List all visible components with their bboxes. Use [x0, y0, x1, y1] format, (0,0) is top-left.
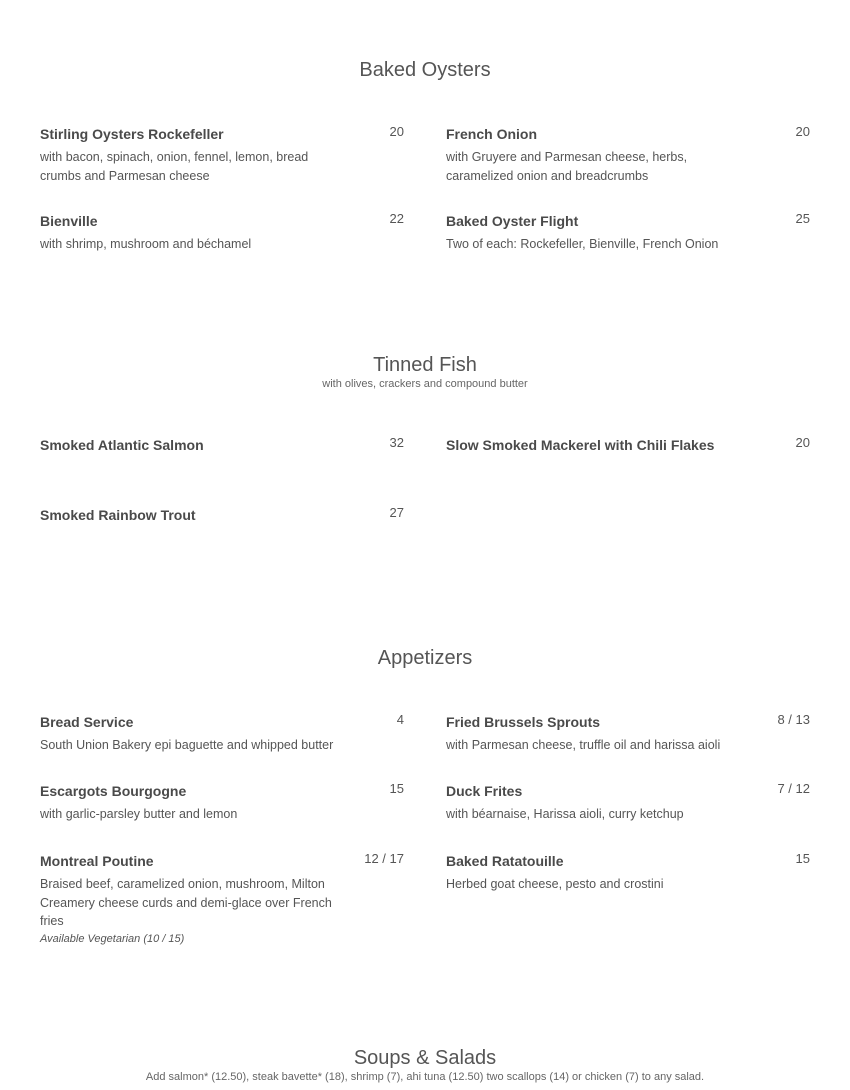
- item-name: Baked Ratatouille: [446, 853, 564, 869]
- menu-item-smoked-rainbow-trout: [40, 507, 404, 523]
- menu-item-french-onion: [446, 126, 810, 185]
- item-name: French Onion: [446, 126, 537, 142]
- menu-item-escargots: [40, 783, 404, 824]
- item-price: 20: [795, 124, 810, 139]
- section-subtitle-tinned-fish: with olives, crackers and compound butter: [322, 378, 528, 390]
- section-title-baked-oysters: Baked Oysters: [359, 59, 491, 81]
- section-subtitle-soups-salads: Add salmon* (12.50), steak bavette* (18), shrimp (7), ahi tuna (12.50) two scallops (14) or chicken (7) to any salad.: [145, 1071, 705, 1083]
- section-title-appetizers: Appetizers: [377, 647, 473, 669]
- item-description: Herbed goat cheese, pesto and crostini: [446, 877, 664, 891]
- item-name: Bread Service: [40, 714, 134, 730]
- item-price: 12 / 17: [364, 851, 404, 866]
- item-price: 27: [389, 505, 404, 520]
- item-price: 15: [795, 851, 810, 866]
- item-name: Bienville: [40, 213, 98, 229]
- menu-item-bienville: [40, 213, 404, 254]
- item-description: with Parmesan cheese, truffle oil and harissa aioli: [446, 738, 721, 752]
- item-note: Available Vegetarian (10 / 15): [40, 932, 185, 945]
- item-price: 8 / 13: [777, 712, 810, 727]
- menu-item-smoked-atlantic-salmon: [40, 437, 404, 453]
- item-name: Smoked Rainbow Trout: [40, 507, 196, 523]
- item-price: 22: [389, 211, 404, 226]
- item-price: 25: [795, 211, 810, 226]
- item-description: with bacon, spinach, onion, fennel, lemon, bread crumbs and Parmesan cheese: [40, 150, 309, 183]
- item-name: Slow Smoked Mackerel with Chili Flakes: [446, 437, 715, 453]
- item-price: 15: [389, 781, 404, 796]
- item-name: Smoked Atlantic Salmon: [40, 437, 204, 453]
- section-title-soups-salads: Soups & Salads: [353, 1047, 497, 1069]
- item-description: Braised beef, caramelized onion, mushroom, Milton Creamery cheese curds and demi-glace over French fries: [40, 877, 332, 928]
- item-name: Montreal Poutine: [40, 853, 154, 869]
- item-price: 32: [389, 435, 404, 450]
- item-name: Stirling Oysters Rockefeller: [40, 126, 224, 142]
- menu-item-fried-brussels-sprouts: [446, 714, 810, 755]
- item-price: 7 / 12: [777, 781, 810, 796]
- menu-item-duck-frites: [446, 783, 810, 824]
- menu-item-baked-ratatouille: [446, 853, 810, 894]
- item-name: Baked Oyster Flight: [446, 213, 579, 229]
- item-description: with garlic-parsley butter and lemon: [40, 807, 238, 821]
- item-name: Escargots Bourgogne: [40, 783, 187, 799]
- item-description: Two of each: Rockefeller, Bienville, French Onion: [446, 237, 719, 251]
- menu-item-bread-service: [40, 714, 404, 755]
- item-name: Duck Frites: [446, 783, 523, 799]
- item-name: Fried Brussels Sprouts: [446, 714, 601, 730]
- menu-item-baked-oyster-flight: [446, 213, 810, 254]
- menu-item-smoked-mackerel: [446, 437, 810, 453]
- item-description: South Union Bakery epi baguette and whipped butter: [40, 738, 334, 752]
- menu-item-montreal-poutine: [40, 853, 404, 947]
- item-price: 4: [396, 712, 404, 727]
- item-description: with shrimp, mushroom and béchamel: [40, 237, 252, 251]
- menu-item-oysters-rockefeller: [40, 126, 404, 185]
- item-price: 20: [389, 124, 404, 139]
- item-description: with Gruyere and Parmesan cheese, herbs, caramelized onion and breadcrumbs: [446, 150, 688, 183]
- item-price: 20: [795, 435, 810, 450]
- item-description: with béarnaise, Harissa aioli, curry ketchup: [446, 807, 684, 821]
- section-title-tinned-fish: Tinned Fish: [373, 354, 477, 376]
